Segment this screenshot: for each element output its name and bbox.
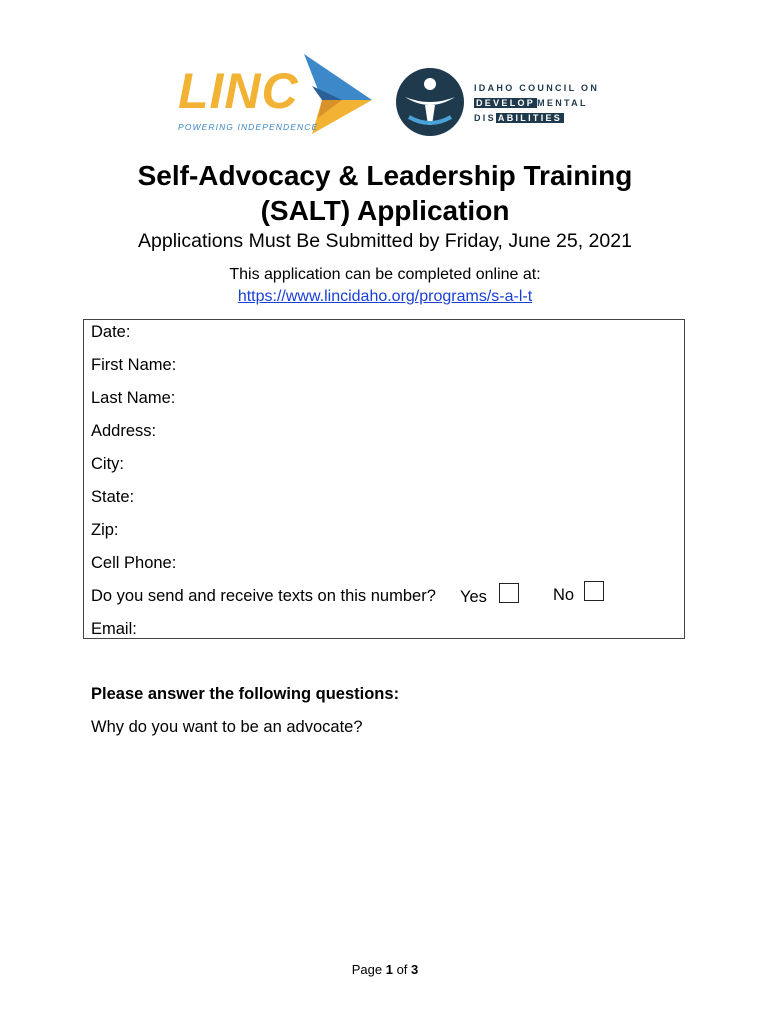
last-name-label: Last Name: — [91, 389, 176, 407]
page-title — [0, 158, 770, 228]
no-option-label: No — [553, 586, 575, 604]
page-of: of — [396, 962, 408, 977]
email-label: Email: — [91, 620, 137, 638]
questions-heading: Please answer the following questions: — [91, 685, 400, 703]
council-line-2-highlight: DEVELOP — [476, 98, 536, 108]
online-note: This application can be completed online at: — [229, 266, 541, 283]
linc-tagline: POWERING INDEPENDENCE — [178, 122, 319, 132]
title-line-2: (SALT) Application — [260, 195, 510, 226]
page-current: 1 — [385, 962, 393, 977]
council-line-1: IDAHO COUNCIL ON — [474, 83, 600, 93]
council-line-2-rest: MENTAL — [537, 98, 588, 108]
online-application-link[interactable]: https://www.lincidaho.org/programs/s-a-l-t — [237, 288, 533, 305]
council-line-3 — [474, 111, 604, 126]
page-number-footer — [0, 961, 770, 979]
state-label: State: — [91, 488, 135, 506]
zip-label: Zip: — [91, 521, 119, 539]
no-checkbox[interactable] — [584, 581, 604, 601]
council-emblem-icon — [395, 67, 465, 137]
cell-phone-label: Cell Phone: — [91, 554, 177, 572]
question-advocate: Why do you want to be an advocate? — [91, 718, 363, 736]
title-line-1: Self-Advocacy & Leadership Training — [137, 160, 633, 191]
date-label: Date: — [91, 323, 131, 341]
texts-question-label: Do you send and receive texts on this number? — [91, 587, 436, 605]
city-label: City: — [91, 455, 124, 473]
page-total: 3 — [411, 962, 419, 977]
deadline-text: Applications Must Be Submitted by Friday, June 25, 2021 — [138, 230, 632, 252]
council-wordmark — [474, 81, 604, 126]
address-label: Address: — [91, 422, 157, 440]
page-prefix: Page — [351, 962, 383, 977]
first-name-label: First Name: — [91, 356, 177, 374]
council-line-3-start: DIS — [474, 113, 496, 123]
yes-checkbox[interactable] — [499, 583, 519, 603]
council-line-2 — [474, 96, 604, 111]
yes-option-label: Yes — [460, 588, 487, 606]
linc-wordmark: LINC — [178, 63, 299, 119]
council-line-3-highlight: ABILITIES — [497, 113, 563, 123]
